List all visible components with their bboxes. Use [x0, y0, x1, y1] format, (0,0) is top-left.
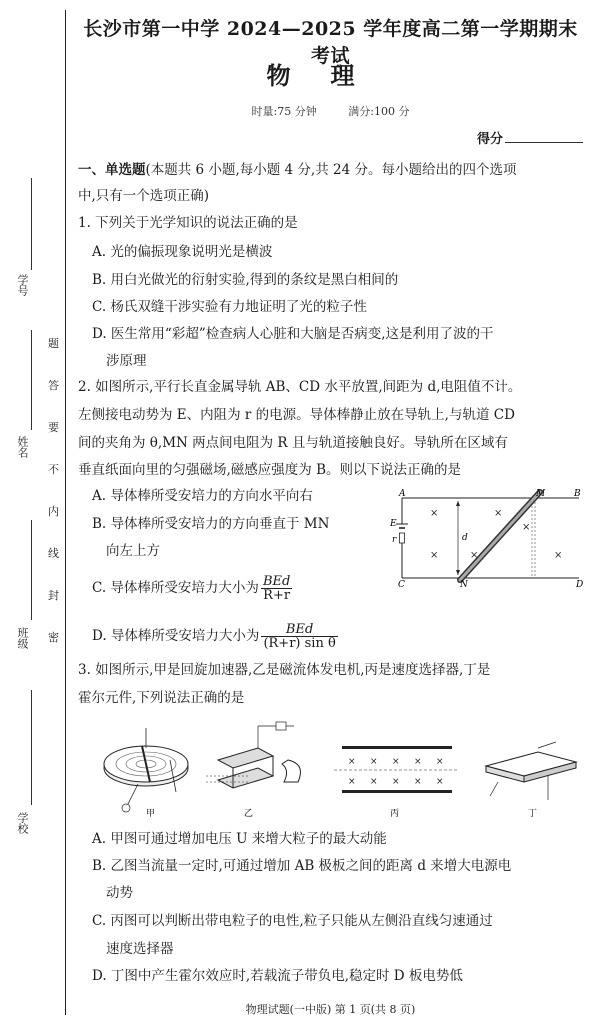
q1-option-d[interactable]: D. 医生常用“彩超”检查病人心脏和大脑是否病变,这是利用了波的干: [92, 326, 494, 342]
field-mark: ×: [522, 522, 531, 533]
q2-stem-4: 垂直纸面向里的匀强磁场,磁感应强度为 B。则以下说法正确的是: [78, 462, 462, 478]
svg-text:×: ×: [436, 777, 444, 787]
svg-text:×: ×: [348, 757, 356, 767]
field-mark: ×: [430, 550, 439, 561]
student-id-field[interactable]: [31, 178, 32, 270]
svg-text:×: ×: [392, 777, 400, 787]
section1-heading: 一、单选题: [78, 162, 146, 178]
field-mark: ×: [430, 508, 439, 519]
exam-meta: [78, 103, 583, 119]
svg-text:×: ×: [414, 777, 422, 787]
fig-label-d: D: [576, 580, 584, 590]
section1-line1: 一、单选题(本题共 6 小题,每小题 4 分,共 24 分。每小题给出的四个选项: [78, 162, 517, 178]
score-label: 得分: [476, 132, 503, 147]
q1-option-d-cont: 涉原理: [106, 353, 147, 369]
q3-option-d[interactable]: D. 丁图中产生霍尔效应时,若载流子带负电,稳定时 D 板电势低: [92, 968, 463, 984]
field-mark: ×: [554, 550, 563, 561]
fig-label-n: N: [460, 580, 468, 590]
class-label: 班级: [16, 627, 29, 649]
q2-circuit-figure: [390, 488, 584, 590]
q2-option-b[interactable]: B. 导体棒所受安培力的方向垂直于 MN: [92, 516, 330, 532]
subject-title: 物理: [266, 61, 395, 90]
q3-stem-2: 霍尔元件,下列说法正确的是: [78, 690, 245, 706]
school-label: 学校: [16, 812, 29, 834]
cyclotron-figure: [104, 728, 188, 819]
fig-label-a: A: [399, 489, 406, 499]
q2-option-a[interactable]: A. 导体棒所受安培力的方向水平向右: [92, 488, 313, 504]
svg-text:×: ×: [370, 757, 378, 767]
q1-option-a[interactable]: A. 光的偏振现象说明光是横波: [92, 244, 273, 260]
q3-figures: [98, 720, 578, 818]
student-id-label: 学号: [16, 274, 29, 296]
q2-stem-3: 间的夹角为 θ,MN 两点间电阻为 R 且与轨道接触良好。导轨所在区域有: [78, 435, 508, 451]
caption-ding: 丁: [528, 809, 538, 819]
q1-option-b[interactable]: B. 用白光做光的衍射实验,得到的条纹是黑白相间的: [92, 272, 399, 288]
fig-label-c: C: [398, 580, 405, 590]
caption-yi: 乙: [244, 809, 254, 819]
field-mark: ×: [470, 550, 479, 561]
exam-title: 长沙市第一中学 2024—2025 学年度高二第一学期期末考试: [83, 18, 578, 67]
q3-option-c[interactable]: C. 丙图可以判断出带电粒子的电性,粒子只能从左侧沿直线匀速通过: [92, 913, 493, 929]
q2-stem-1: 2. 如图所示,平行长直金属导轨 AB、CD 水平放置,间距为 d,电阻值不计。: [78, 379, 522, 395]
svg-text:×: ×: [436, 757, 444, 767]
fig-label-d-distance: d: [462, 533, 468, 543]
score-box: [477, 128, 583, 147]
section1-line2: 中,只有一个选项正确): [78, 188, 210, 204]
class-field[interactable]: [31, 520, 32, 620]
q1-stem: 1. 下列关于光学知识的说法正确的是: [78, 215, 298, 231]
q3-option-b-cont: 动势: [106, 885, 133, 901]
q2-d-fraction: $\frac{\text{BEd}}{\text{(R+r) sin θ}}$: [263, 622, 336, 651]
q1-option-c[interactable]: C. 杨氏双缝干涉实验有力地证明了光的粒子性: [92, 299, 367, 315]
exam-time: 时量:75 分钟: [251, 105, 317, 118]
field-mark: ×: [494, 508, 503, 519]
fig-label-e: E: [390, 519, 397, 529]
q3-option-c-cont: 速度选择器: [106, 941, 174, 957]
school-field[interactable]: [31, 690, 32, 805]
svg-text:×: ×: [348, 777, 356, 787]
q2-stem-2: 左侧接电动势为 E、内阻为 r 的电源。导体棒静止放在导轨上,与轨道 CD: [78, 407, 515, 423]
fig-label-m: M: [536, 489, 546, 499]
mhd-generator-figure: [206, 722, 300, 819]
fig-label-r: r: [392, 535, 397, 545]
svg-text:×: ×: [370, 777, 378, 787]
q2-option-d[interactable]: D. 导体棒所受安培力大小为 $\frac{\text{BEd}}{\text{(R+r) sin θ}}$: [92, 622, 336, 651]
q3-option-b[interactable]: B. 乙图当流量一定时,可通过增加 AB 极板之间的距离 d 来增大电源电: [92, 858, 512, 874]
q2-option-b-cont: 向左上方: [106, 543, 160, 559]
svg-text:×: ×: [392, 757, 400, 767]
caption-bing: 丙: [390, 809, 400, 819]
name-label: 姓名: [16, 436, 29, 458]
hall-element-figure: [486, 742, 576, 819]
svg-text:×: ×: [414, 757, 422, 767]
name-field[interactable]: [31, 330, 32, 430]
caption-jia: 甲: [146, 809, 156, 819]
q3-stem-1: 3. 如图所示,甲是回旋加速器,乙是磁流体发电机,丙是速度选择器,丁是: [78, 662, 491, 678]
q2-c-fraction: $\frac{\text{BEd}}{R+r}$: [262, 574, 291, 603]
score-field[interactable]: [505, 142, 583, 143]
exam-full-score: 满分:100 分: [348, 105, 410, 118]
binding-line: [65, 10, 66, 1015]
q3-option-a[interactable]: A. 甲图可通过增加电压 U 来增大粒子的最大动能: [92, 831, 387, 847]
q2-option-c[interactable]: C. 导体棒所受安培力大小为 $\frac{\text{BEd}}{R+r}$: [92, 574, 291, 603]
page-footer: 物理试题(一中版) 第 1 页(共 8 页): [245, 1003, 416, 1016]
velocity-selector-figure: [334, 746, 458, 819]
fig-label-b: B: [574, 489, 581, 499]
